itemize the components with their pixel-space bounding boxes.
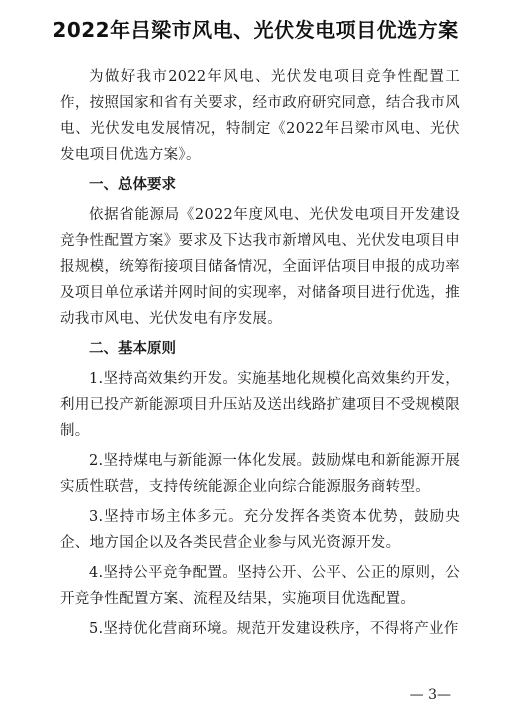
principle-paragraph: 3.坚持市场主体多元。充分发挥各类资本优势，鼓励央企、地方国企以及各类民营企业参与风光资源开发。: [60, 509, 460, 551]
intro-paragraph: 为做好我市2022年风电、光伏发电项目竞争性配置工作，按照国家和省有关要求，经市政府研究同意，结合我市风电、光伏发电发展情况，特制定《2022年吕梁市风电、光伏发电项目优选方案》。: [60, 69, 460, 163]
document-title: 2022年吕梁市风电、光伏发电项目优选方案: [52, 18, 459, 42]
page-number: — 3—: [409, 687, 451, 703]
document-body: [60, 64, 460, 642]
principle-paragraph: 2.坚持煤电与新能源一体化发展。鼓励煤电和新能源开展实质性联营，支持传统能源企业向综合能源服务商转型。: [60, 453, 460, 495]
principle-paragraph: 5.坚持优化营商环境。规范开发建设秩序，不得将产业作: [89, 621, 459, 637]
principle-paragraph: 1.坚持高效集约开发。实施基地化规模化高效集约开发，利用已投产新能源项目升压站及送出线路扩建项目不受规模限制。: [60, 371, 460, 439]
general-requirements-paragraph: 依据省能源局《2022年度风电、光伏发电项目开发建设竞争性配置方案》要求及下达我市新增风电、光伏发电项目申报规模，统筹衔接项目储备情况，全面评估项目申报的成功率及项目单位承诺并网时间的实现率，对储备项目进行优选，推动我市风电、光伏发电有序发展。: [60, 207, 460, 327]
section-heading-basic-principles: 二、基本原则: [89, 341, 176, 357]
principle-paragraph: 4.坚持公平竞争配置。坚持公开、公平、公正的原则，公开竞争性配置方案、流程及结果，实施项目优选配置。: [60, 565, 460, 607]
section-heading-general-requirements: 一、总体要求: [89, 177, 176, 193]
